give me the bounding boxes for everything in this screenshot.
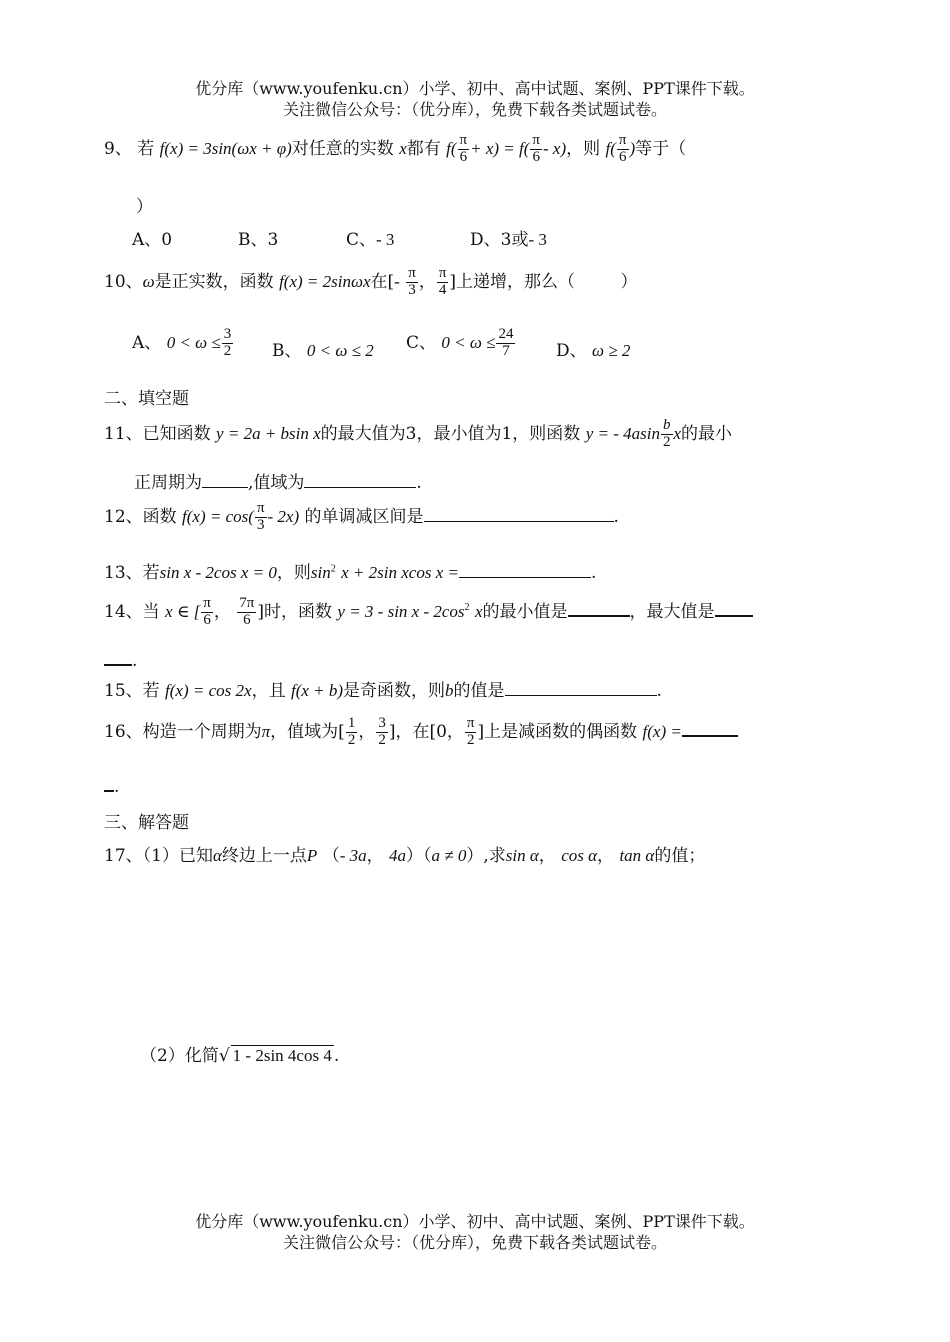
q16-number: 16、 — [104, 721, 143, 742]
q16-line-2: . — [104, 776, 119, 797]
footer-line-2: 关注微信公众号：（优分库），免费下载各类试题试卷。 — [282, 1233, 667, 1252]
fraction: $\frac{\pi}{6}$ — [532, 132, 540, 165]
fraction: $\frac{1}{2}$ — [347, 715, 356, 748]
fraction: $\frac{3}{2}$ — [378, 715, 386, 748]
q13-number: 13、 — [104, 563, 143, 583]
q14-number: 14、 — [104, 601, 143, 622]
sqrt-expression: 1 - 2sin 4cos 4 — [232, 1046, 332, 1065]
question-13: 13、若sin x - 2cos x = 0，则$\sin^2 x + 2\sin$ xcos x = . — [104, 563, 597, 583]
answer-blank[interactable] — [459, 563, 591, 578]
question-16: 16、构造一个周期为π，值域为[ $\frac{1}{2}$ ， $\frac{3}{2}$ ]，在[0， $\frac{\pi}{2}$ ]上是减函数的偶函数 f(x) = — [104, 716, 738, 749]
question-11: 11、已知函数 y = 2a + bsin x的最大值为3，最小值为1，则函数 y = - 4asin $\frac{b}{2}$ x的最小 — [104, 417, 733, 450]
q10-option-a: A、 0 < ω ≤ $\frac{3}{2}$ — [132, 326, 232, 359]
answer-blank[interactable] — [505, 681, 657, 696]
answer-blank[interactable] — [424, 507, 614, 522]
q12-number: 12、 — [104, 506, 143, 527]
question-15: 15、若 f(x) = cos 2x，且 f(x + b)是奇函数，则b的值是 . — [104, 681, 662, 701]
q11-number: 11、 — [104, 423, 143, 444]
section-3-title: 三、解答题 — [104, 813, 189, 833]
fraction: $\frac{7\pi}{6}$ — [239, 595, 255, 628]
q10-option-c: C、 0 < ω ≤ $\frac{24}{7}$ — [406, 326, 514, 359]
q9-option-b: B、3 — [238, 230, 279, 250]
answer-blank[interactable] — [682, 721, 738, 737]
q9-number: 9、 — [104, 138, 132, 159]
answer-blank[interactable] — [202, 473, 248, 488]
fraction: $\frac{b}{2}$ — [663, 417, 671, 450]
q10-option-d: D、 ω ≥ 2 — [556, 341, 631, 361]
q17-number: 17、 — [104, 846, 143, 866]
footer-line-1: 优分库（www.youfenku.cn）小学、初中、高中试题、案例、PPT课件下载。 — [195, 1212, 755, 1231]
question-17-part-1: 17、（1）已知α终边上一点P （- 3a， 4a）（a ≠ 0）,求sin α， cos α， tan α的值； — [104, 846, 706, 866]
fraction: $\frac{\pi}{6}$ — [618, 132, 627, 165]
q9-option-c: C、- 3 — [346, 230, 395, 250]
fraction: $\frac{\pi}{3}$ — [256, 500, 265, 533]
fraction: $\frac{\pi}{4}$ — [438, 265, 447, 298]
fraction: $\frac{\pi}{3}$ — [408, 265, 416, 298]
q9-close-paren: ） — [136, 197, 153, 217]
header-line-2: 关注微信公众号：（优分库），免费下载各类试题试卷。 — [282, 100, 667, 119]
fraction: $\frac{\pi}{2}$ — [466, 715, 475, 748]
answer-blank[interactable] — [104, 776, 114, 792]
answer-blank[interactable] — [304, 473, 416, 488]
question-9: 9、 若 f(x) = 3sin(ωx + φ)对任意的实数 x都有 f( $\frac{\pi}{6}$ + x) = f( $\frac{\pi}{6}$ - x)，则 f( $\frac{\pi}{6}$ )等于（ — [104, 132, 687, 165]
header-line-1: 优分库（www.youfenku.cn）小学、初中、高中试题、案例、PPT课件下载。 — [195, 79, 755, 98]
q11-line-2: 正周期为 ,值域为 . — [134, 473, 422, 493]
question-10: 10、ω是正实数，函数 f(x) = 2sinωx在[- $\frac{\pi}{3}$ ， $\frac{\pi}{4}$ ]上递增，那么（ ） — [104, 265, 638, 298]
q15-number: 15、 — [104, 681, 143, 701]
question-14: 14、当 x ∈ [ $\frac{\pi}{6}$ ， $\frac{7\pi}{6}$ ]时，函数 $y = 3 - \sin x - 2\cos^2$ x的最小值是 ，最大值是 — [104, 596, 753, 629]
q9-option-a: A、0 — [132, 230, 173, 250]
q10-function: f(x) = 2sinωx — [279, 271, 371, 291]
answer-blank[interactable] — [104, 650, 132, 666]
question-12: 12、函数 f(x) = cos( $\frac{\pi}{3}$ - 2x) 的单调减区间是 . — [104, 500, 619, 533]
q10-number: 10、 — [104, 271, 143, 292]
answer-blank[interactable] — [715, 601, 753, 617]
q9-option-d: D、3或- 3 — [470, 230, 547, 250]
section-2-title: 二、填空题 — [104, 389, 189, 409]
q10-option-b: B、 0 < ω ≤ 2 — [272, 341, 374, 361]
q9-function: f(x) = 3sin(ωx + φ) — [159, 138, 292, 158]
q14-line-2: . — [104, 650, 137, 671]
answer-blank[interactable] — [568, 601, 630, 617]
fraction: $\frac{\pi}{6}$ — [459, 132, 468, 165]
question-17-part-2: （2）化简√ 1 - 2sin 4cos 4 . — [140, 1046, 340, 1066]
fraction: $\frac{\pi}{6}$ — [203, 595, 211, 628]
